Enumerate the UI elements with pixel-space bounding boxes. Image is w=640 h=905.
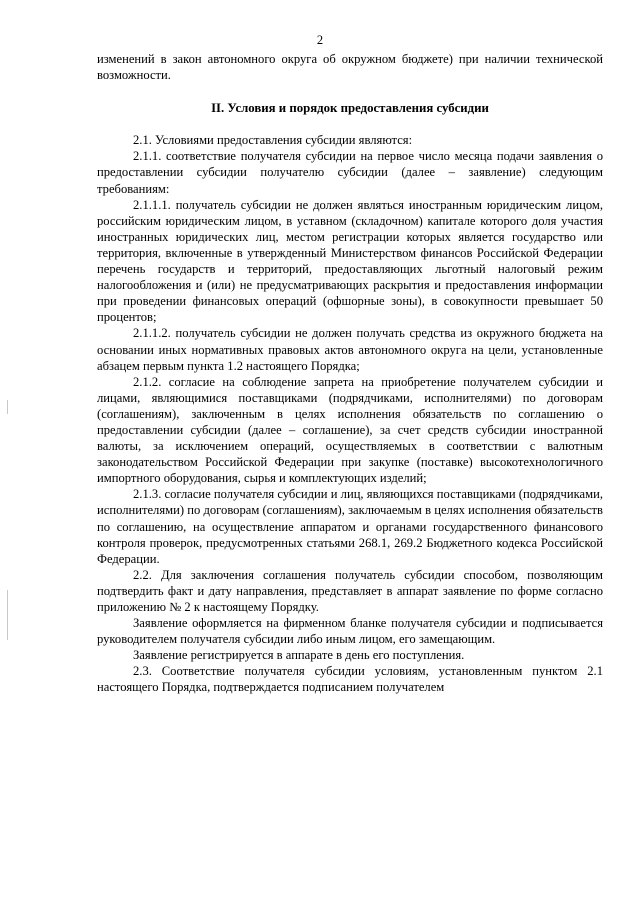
margin-binding-mark <box>7 400 8 414</box>
paragraph-2-1-3: 2.1.3. согласие получателя субсидии и лиц, являющихся поставщиками (подрядчиками, исполнителями) по договорам (соглашениям), заключаемым в целях исполнения обязательств по соглашению, на осуществление аппаратом и органами государственного финансового контроля проверок, предусмотренных статьями 268.1, 269.2 Бюджетного кодекса Российской Федерации. <box>97 487 603 566</box>
paragraph-2-3: 2.3. Соответствие получателя субсидии условиям, установленным пунктом 2.1 настоящего Порядка, подтверждается подписанием получателем <box>97 664 603 695</box>
paragraph-2-1-1-2: 2.1.1.2. получатель субсидии не должен получать средства из окружного бюджета на основании иных нормативных правовых актов автономного округа на цели, установленные абзацем первым пункта 1.2 настоящего Порядка; <box>97 326 603 373</box>
section-heading: II. Условия и порядок предоставления субсидии <box>211 101 489 116</box>
paragraph-application-form: Заявление оформляется на фирменном бланке получателя субсидии и подписывается руководителем получателя субсидии либо иным лицом, его замещающим. <box>97 616 603 647</box>
paragraph-2-1-1: 2.1.1. соответствие получателя субсидии на первое число месяца подачи заявления о предоставлении субсидии получателю субсидии (далее – заявление) следующим требованиям: <box>97 149 603 196</box>
paragraph-2-1-1-1: 2.1.1.1. получатель субсидии не должен являться иностранным юридическим лицом, российским юридическим лицом, в уставном (складочном) капитале которого доля участия иностранных юридических лиц, местом регистрации которых является государство или территория, включенные в утвержденный Министерством финансов Российской Федерации перечень государств и территорий, предоставляющих льготный налоговый режим налогообложения и (или) не предусматривающих раскрытия и предоставления информации при проведении финансовых операций (офшорные зоны), в совокупности превышает 50 процентов; <box>97 197 603 325</box>
paragraph-2-2: 2.2. Для заключения соглашения получатель субсидии способом, позволяющим подтвердить факт и дату направления, представляет в аппарат заявление по форме согласно приложению № 2 к настоящему Порядку. <box>97 567 603 614</box>
paragraph-continuation: изменений в закон автономного округа об окружном бюджете) при наличии технической возможности. <box>97 52 603 83</box>
paragraph-2-1-2: 2.1.2. согласие на соблюдение запрета на приобретение получателем субсидии и лицами, являющимися поставщиками (подрядчиками, исполнителями) по договорам (соглашениям), заключенным в целях исполнения обязательств по соглашению о предоставлении субсидии (далее – соглашение), за счет средств субсидии иностранной валюты, за исключением операций, осуществляемых в соответствии с валютным законодательством Российской Федерации при закупке (поставке) высокотехнологичного импортного оборудования, сырья и комплектующих изделий; <box>97 374 603 486</box>
paragraph-2-1: 2.1. Условиями предоставления субсидии являются: <box>133 133 413 148</box>
document-body <box>97 51 603 696</box>
page-number: 2 <box>316 33 324 47</box>
paragraph-application-registration: Заявление регистрируется в аппарате в день его поступления. <box>133 648 465 663</box>
margin-binding-mark <box>7 590 8 640</box>
